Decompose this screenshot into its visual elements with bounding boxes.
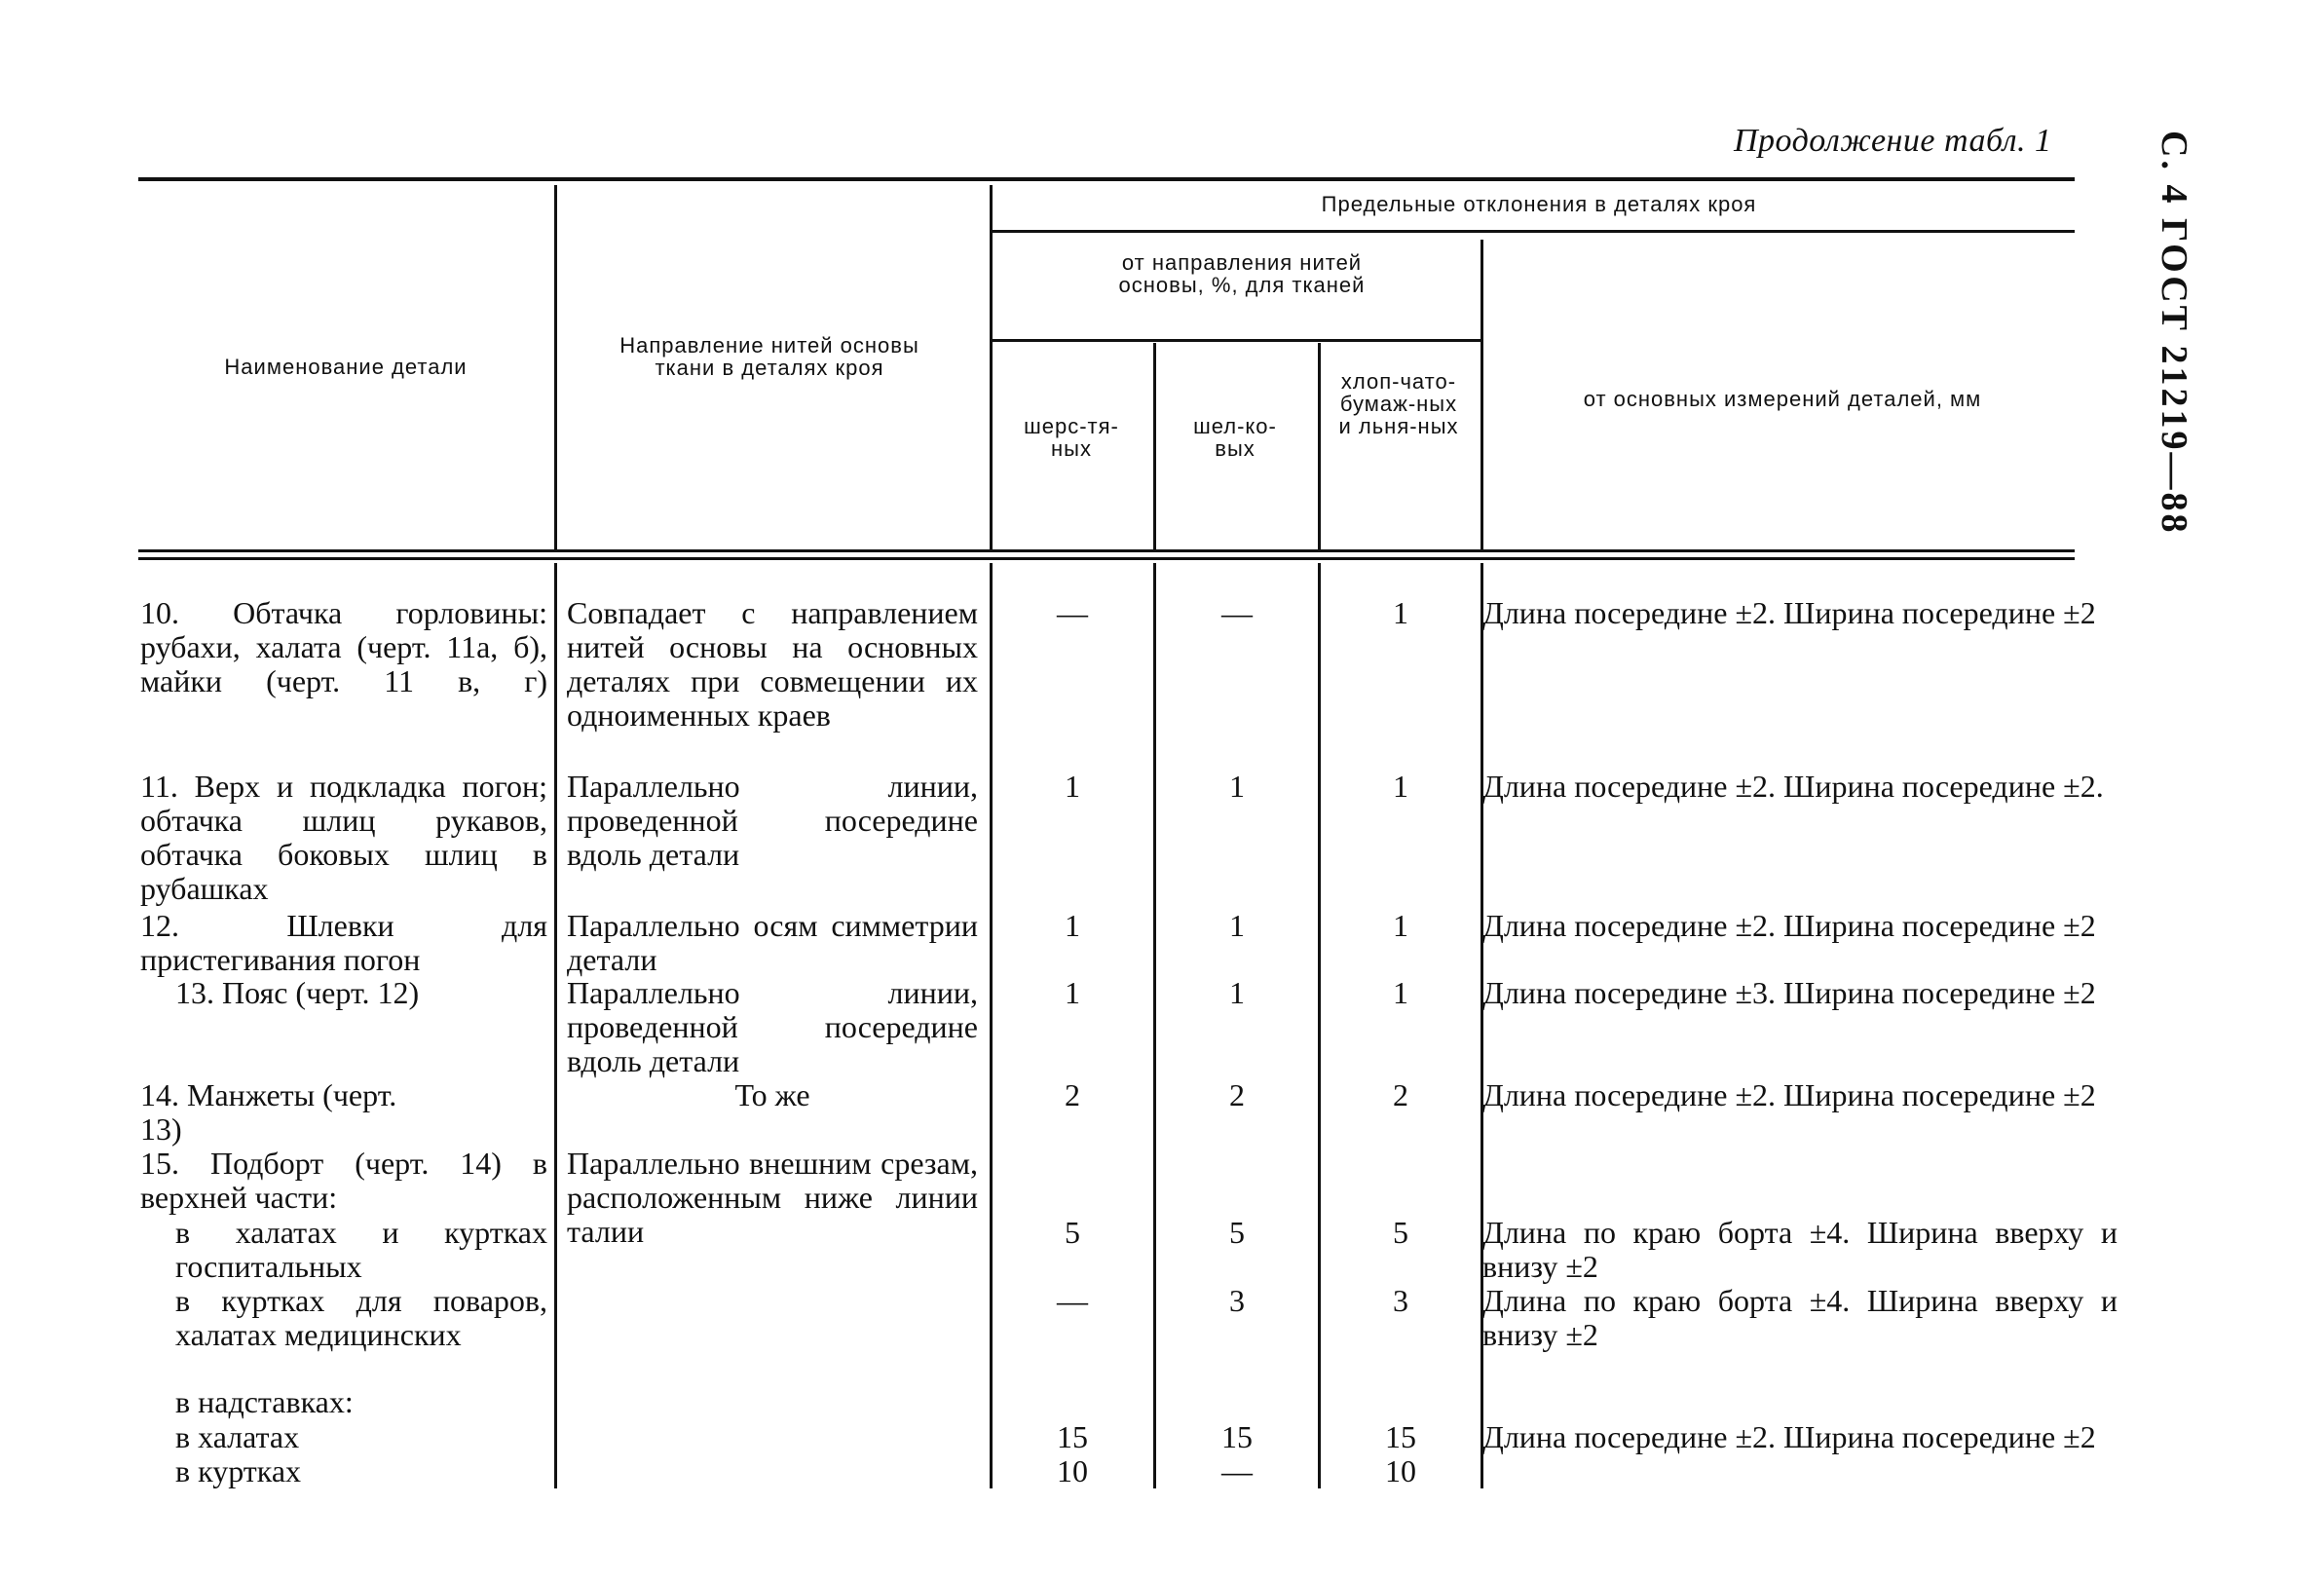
row-14-name: 14. Манжеты (черт. 13) [140, 1077, 397, 1147]
row-15e-silk: — [1221, 1453, 1253, 1488]
row-15-direction: Параллельно внешним срезам, расположенным ниже линии талии [567, 1146, 978, 1249]
row-14-silk: 2 [1229, 1077, 1245, 1112]
col-divider [990, 185, 993, 551]
row-14-deviation: Длина посередине ±2. Ширина посередине ±2 [1482, 1077, 2096, 1112]
row-12-silk: 1 [1229, 908, 1245, 943]
row-13-silk: 1 [1229, 975, 1245, 1010]
row-15b-deviation: Длина по краю борта ±4. Ширина вверху и внизу ±2 [1482, 1283, 2118, 1352]
row-15-name: 15. Подборт (черт. 14) в верхней части: [140, 1146, 547, 1215]
row-15e-cotton: 10 [1385, 1453, 1416, 1488]
col-divider [554, 563, 557, 1488]
col-divider [1318, 343, 1321, 551]
row-13-direction: Параллельно линии, проведенной посередине вдоль детали [567, 975, 978, 1078]
row-15b-wool: — [1057, 1283, 1088, 1318]
row-11-silk: 1 [1229, 769, 1245, 804]
header-col-wool: шерс-тя-ных [1024, 414, 1119, 461]
row-15a-name: в халатах и куртках госпитальных [175, 1215, 547, 1284]
table-top-rule [138, 177, 2075, 181]
row-13-wool: 1 [1065, 975, 1080, 1010]
header-rule [992, 339, 1481, 342]
row-12-cotton: 1 [1393, 908, 1408, 943]
header-subgroup-threads: от направления нитей основы, %, для тканей [1118, 250, 1366, 297]
running-head: С. 4 ГОСТ 21219—88 [2154, 131, 2194, 536]
row-15e-wool: 10 [1057, 1453, 1088, 1488]
row-14-cotton: 2 [1393, 1077, 1408, 1112]
row-15b-silk: 3 [1229, 1283, 1245, 1318]
row-10-silk: — [1221, 595, 1253, 630]
row-15a-silk: 5 [1229, 1215, 1245, 1250]
row-15a-deviation: Длина по краю борта ±4. Ширина вверху и внизу ±2 [1482, 1215, 2118, 1284]
row-12-wool: 1 [1065, 908, 1080, 943]
header-col-dims: от основных измерений деталей, мм [1583, 387, 1982, 411]
row-13-name: 13. Пояс (черт. 12) [175, 975, 420, 1010]
header-bottom-rule-2 [138, 557, 2075, 560]
row-13-cotton: 1 [1393, 975, 1408, 1010]
header-col-direction: Направление нитей основы ткани в деталях кроя [619, 333, 919, 380]
col-divider [990, 563, 993, 1488]
row-10-cotton: 1 [1393, 595, 1408, 630]
row-15d-silk: 15 [1221, 1419, 1253, 1454]
row-15c-name: в надставках: [175, 1384, 354, 1419]
row-15d-name: в халатах [175, 1419, 300, 1454]
row-15a-wool: 5 [1065, 1215, 1080, 1250]
row-14-direction: То же [734, 1077, 810, 1112]
row-13-deviation: Длина посередине ±3. Ширина посередине ±2 [1482, 975, 2096, 1010]
header-col-name: Наименование детали [224, 355, 468, 379]
row-15e-name: в куртках [175, 1453, 302, 1488]
table-continuation-title: Продолжение табл. 1 [1734, 123, 2052, 159]
row-10-name: 10. Обтачка горловины: рубахи, халата (черт. 11а, б), майки (черт. 11 в, г) [140, 595, 547, 698]
header-col-cotton: хлоп-чато-бумаж-ных и льня-ных [1338, 369, 1459, 438]
row-15b-cotton: 3 [1393, 1283, 1408, 1318]
row-10-wool: — [1057, 595, 1088, 630]
header-group-title: Предельные отклонения в деталях кроя [1321, 192, 1757, 216]
row-11-deviation: Длина посередине ±2. Ширина посередине ±2. [1482, 769, 2104, 804]
row-11-direction: Параллельно линии, проведенной посередине вдоль детали [567, 769, 978, 872]
col-divider [554, 185, 557, 551]
header-bottom-rule-1 [138, 549, 2075, 552]
row-10-direction: Совпадает с направлением нитей основы на основных деталях при совмещении их одноименных краев [567, 595, 978, 733]
col-divider [1153, 563, 1156, 1488]
row-14-wool: 2 [1065, 1077, 1080, 1112]
col-divider [1318, 563, 1321, 1488]
row-11-wool: 1 [1065, 769, 1080, 804]
col-divider [1153, 343, 1156, 551]
row-12-direction: Параллельно осям симметрии детали [567, 908, 978, 977]
row-12-deviation: Длина посередине ±2. Ширина посередине ±2 [1482, 908, 2096, 943]
row-15b-name: в куртках для поваров, халатах медицинских [175, 1283, 547, 1352]
row-15d-cotton: 15 [1385, 1419, 1416, 1454]
header-rule [992, 230, 2075, 233]
col-divider [1481, 240, 1483, 551]
row-11-cotton: 1 [1393, 769, 1408, 804]
row-10-deviation: Длина посередине ±2. Ширина посередине ±2 [1482, 595, 2096, 630]
row-15d-wool: 15 [1057, 1419, 1088, 1454]
row-15d-deviation: Длина посередине ±2. Ширина посередине ±2 [1482, 1419, 2096, 1454]
header-col-silk: шел-ко-вых [1193, 414, 1277, 461]
row-15a-cotton: 5 [1393, 1215, 1408, 1250]
row-12-name: 12. Шлевки для пристегивания погон [140, 908, 547, 977]
row-11-name: 11. Верх и подкладка погон; обтачка шлиц рукавов, обтачка боковых шлиц в рубашках [140, 769, 547, 906]
